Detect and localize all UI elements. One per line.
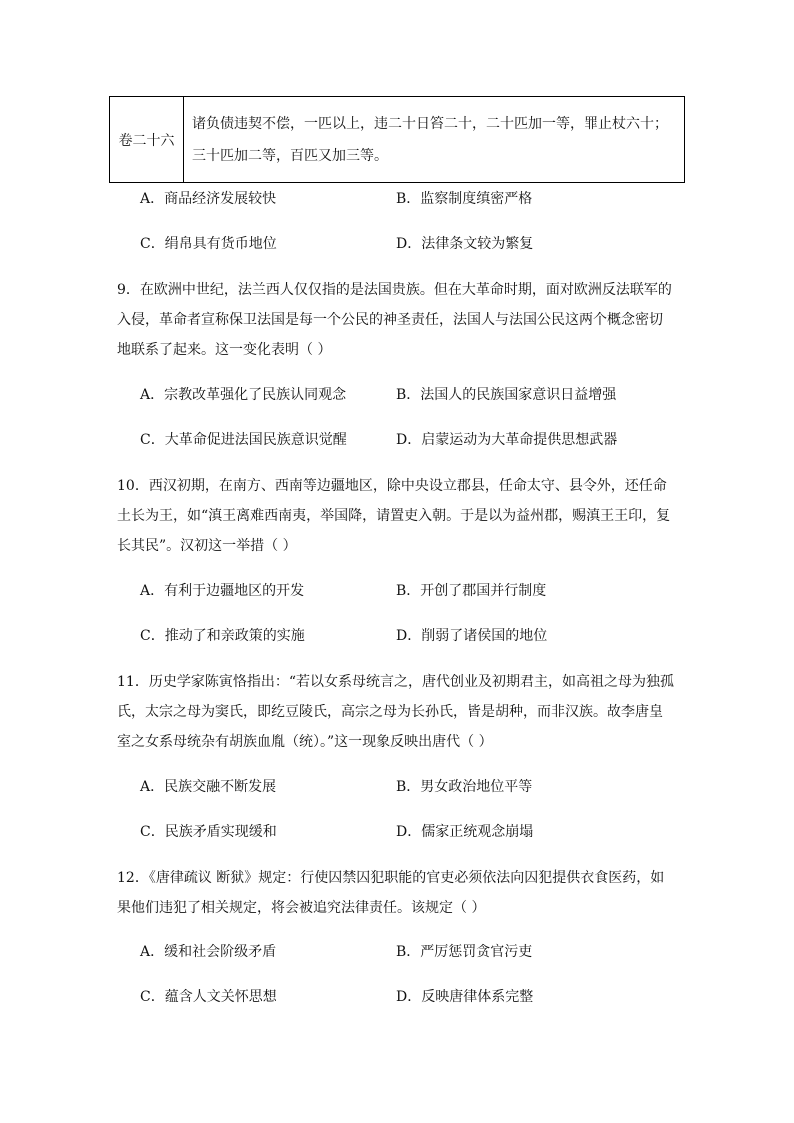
- q10-option-c[interactable]: C．推动了和亲政策的实施: [140, 628, 305, 644]
- q9-option-a[interactable]: A．宗教改革强化了民族认同观念: [140, 387, 347, 403]
- q8-option-b[interactable]: B．监察制度缜密严格: [396, 191, 533, 207]
- table-line-1: 诸负债违契不偿，一匹以上，违二十日笞二十，二十匹加一等，罪止杖六十；: [192, 115, 668, 132]
- q10-option-a[interactable]: A．有利于边疆地区的开发: [140, 583, 305, 599]
- table-head-cell: 卷二十六: [110, 97, 184, 183]
- q9-stem-line-1: 9．在欧洲中世纪，法兰西人仅仅指的是法国贵族。但在大革命时期，面对欧洲反法联军的: [117, 282, 672, 298]
- q12-stem-line-1: 12．《唐律疏议 断狱》规定：行使囚禁囚犯职能的官吏必须依法向囚犯提供衣食医药，如: [117, 870, 665, 886]
- q12-option-d[interactable]: D．反映唐律体系完整: [396, 989, 534, 1005]
- q12-option-b[interactable]: B．严厉惩罚贪官污吏: [396, 944, 533, 960]
- q11-stem-line-3: 室之女系母统杂有胡族血胤（统）。”这一现象反映出唐代（ ）: [117, 734, 493, 750]
- q10-option-b[interactable]: B．开创了郡国并行制度: [396, 583, 547, 599]
- q10-stem-line-1: 10．西汉初期，在南方、西南等边疆地区，除中央设立郡县，任命太守、县令外，还任命: [117, 478, 667, 494]
- q10-stem-line-2: 土长为王，如“滇王离难西南夷，举国降，请置吏入朝。于是以为益州郡，赐滇王王印，复: [117, 508, 671, 524]
- q10-stem-line-3: 长其民”。汉初这一举措（ ）: [117, 538, 297, 554]
- q11-option-c[interactable]: C．民族矛盾实现缓和: [140, 824, 277, 840]
- q11-stem-line-2: 氏，太宗之母为窦氏，即纥豆陵氏，高宗之母为长孙氏，皆是胡种，而非汉族。故李唐皇: [117, 704, 663, 720]
- q11-option-a[interactable]: A．民族交融不断发展: [140, 779, 277, 795]
- q9-stem-line-3: 地联系了起来。这一变化表明（ ）: [117, 342, 332, 358]
- q12-option-c[interactable]: C．蕴含人文关怀思想: [140, 989, 277, 1005]
- table-line-2: 三十匹加二等，百匹又加三等。: [192, 147, 388, 164]
- q12-stem-line-2: 果他们违犯了相关规定，将会被追究法律责任。该规定（ ）: [117, 900, 486, 916]
- q9-option-b[interactable]: B．法国人的民族国家意识日益增强: [396, 387, 617, 403]
- q10-option-d[interactable]: D．削弱了诸侯国的地位: [396, 628, 548, 644]
- q8-option-a[interactable]: A．商品经济发展较快: [140, 191, 277, 207]
- q11-option-d[interactable]: D．儒家正统观念崩塌: [396, 824, 534, 840]
- q12-option-a[interactable]: A．缓和社会阶级矛盾: [140, 944, 277, 960]
- q9-option-d[interactable]: D．启蒙运动为大革命提供思想武器: [396, 432, 618, 448]
- q9-stem-line-2: 入侵，革命者宣称保卫法国是每一个公民的神圣责任，法国人与法国公民这两个概念密切: [117, 312, 663, 328]
- q8-option-c[interactable]: C．绢帛具有货币地位: [140, 236, 277, 252]
- q9-option-c[interactable]: C．大革命促进法国民族意识觉醒: [140, 432, 347, 448]
- q11-option-b[interactable]: B．男女政治地位平等: [396, 779, 533, 795]
- q11-stem-line-1: 11．历史学家陈寅恪指出：“若以女系母统言之，唐代创业及初期君主，如高祖之母为独孤: [117, 674, 674, 690]
- law-table: [109, 96, 685, 183]
- table-body-cell: [184, 97, 685, 183]
- q8-option-d[interactable]: D．法律条文较为繁复: [396, 236, 534, 252]
